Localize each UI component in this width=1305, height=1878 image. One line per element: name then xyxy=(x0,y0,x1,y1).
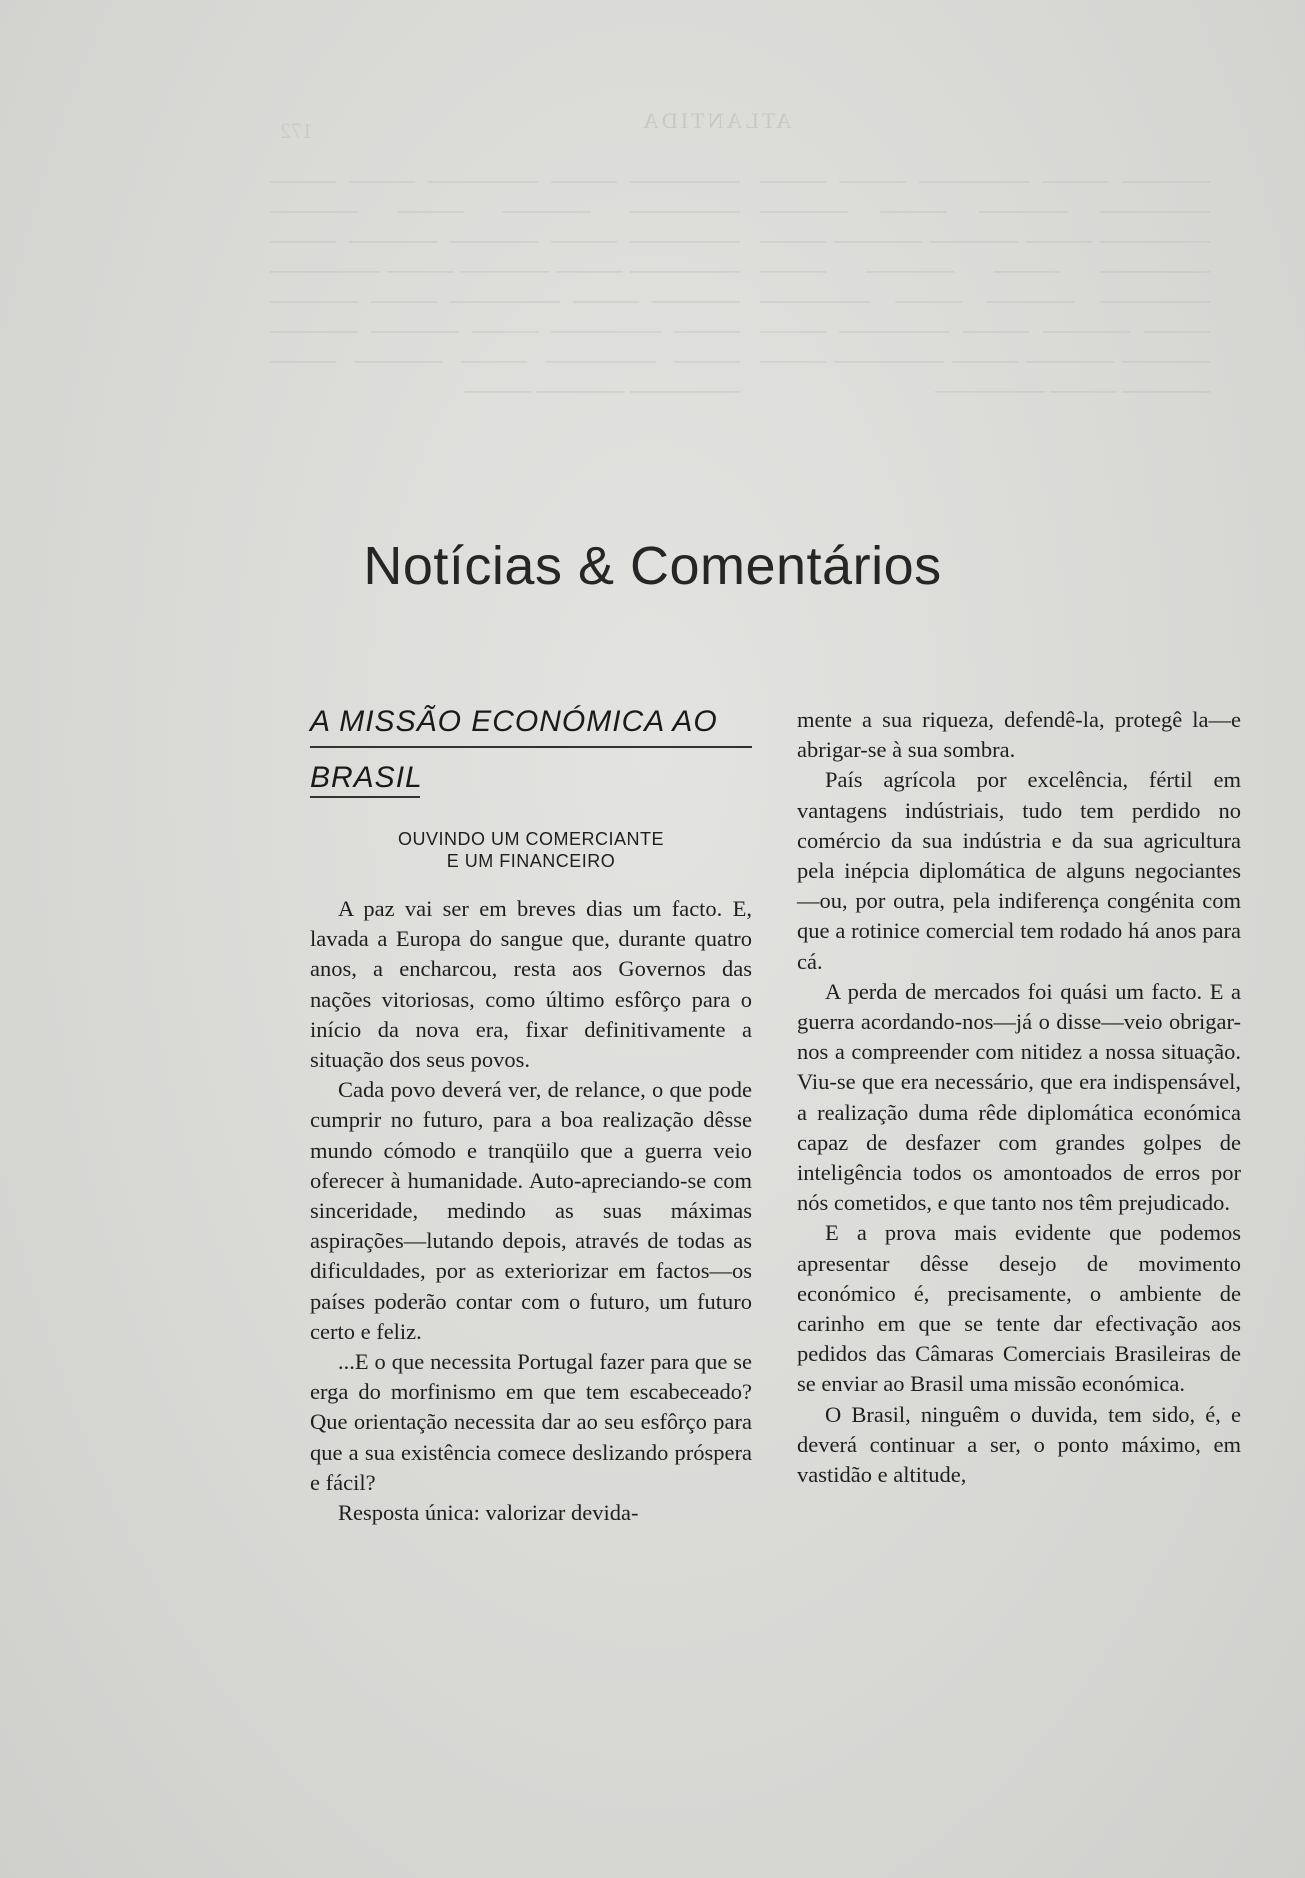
paragraph: A perda de mercados foi quási um facto. E a guerra acordando-nos—já o disse—veio obrigar-nos a compreender com nitidez a nossa situação. Viu-se que era necessário, que era indispensável, a realização duma rêde diplomática económica capaz de desfazer com grandes golpes de inteligência todos os amontoados de erros por nós cometidos, e que tanto nos têm prejudicado. xyxy=(797,978,1241,1216)
section-title: Notícias & Comentários xyxy=(363,536,942,596)
bleed-through-text-right: ———— ——— ————— ——— ——— ————— ———— ——— ———— ————— ——— ———— ———— ——— ————— ——— ———— ——— ————— ———— ——— ————— ——— ———— ——— ————— ——— ———— ———— ——— ————— ——— ———— ——— ————— xyxy=(760,167,1210,402)
paragraph: O Brasil, ninguêm o duvida, tem sido, é, e deverá continuar a ser, o ponto máximo, em vastidão e altitude, xyxy=(797,1401,1241,1488)
subheading-line1: OUVINDO UM COMERCIANTE xyxy=(397,829,664,849)
paragraph: ...E o que necessita Portugal fazer para que se erga do morfinismo em que tem escabeceado? Que orientação necessita dar ao seu esfôrço para que a sua existência comece deslizando próspera e fácil? xyxy=(310,1349,752,1495)
paragraph: País agrícola por excelência, fértil em vantagens indústriais, tudo tem perdido no comércio da sua indústria e da sua agricultura pela inépcia diplomática de alguns negociantes—ou, por outra, pela indiferença congénita com que a rotinice comercial tem rodado há anos para cá. xyxy=(797,767,1241,974)
paragraph: E a prova mais evidente que podemos apresentar dêsse desejo de movimento económico é, precisamente, o ambiente de carinho em que se tente dar efectivação aos pedidos das Câmaras Comerciais Brasileiras de se enviar ao Brasil uma missão económica. xyxy=(797,1220,1241,1397)
article-headline-line2: BRASIL xyxy=(310,761,423,794)
paragraph: Resposta única: valorizar devida- xyxy=(338,1500,639,1526)
subheading-line2: E UM FINANCEIRO xyxy=(446,851,616,871)
bleed-through-text-left: ————— ——— ————— ——— ——— ————— ———— ——— ———— ————— ——— ———— ———— ——— ————— ——— ———— ——— ————— ———— ——— ————— ——— ———— ——— ————— ——— ———— ———— ——— ————— ——— ———— ——— ————— ———— ——— xyxy=(270,167,740,402)
article-headline-line1: A MISSÃO ECONÓMICA AO xyxy=(310,705,718,738)
paragraph: mente a sua riqueza, defendê-la, protegê la—e abrigar-se à sua sombra. xyxy=(797,707,1241,763)
paragraph: A paz vai ser em breves dias um facto. E, lavada a Europa do sangue que, durante quatro anos, a encharcou, resta aos Governos das nações vitoriosas, como último esfôrço para o início da nova era, fixar definitivamente a situação dos seus povos. xyxy=(310,896,752,1073)
paragraph: Cada povo deverá ver, de relance, o que pode cumprir no futuro, para a boa realização dêsse mundo cómodo e tranqüilo que a guerra veio oferecer à humanidade. Auto-apreciando-se com sinceridade, medindo as suas máximas aspirações—lutando depois, através de todas as dificuldades, por as exteriorizar em factos—os países poderão contar com o futuro, um futuro certo e feliz. xyxy=(310,1077,752,1344)
article-left-column xyxy=(310,700,752,1528)
bleed-through-page-number: 172 xyxy=(280,118,313,143)
headline-rule xyxy=(310,746,752,748)
article-right-column xyxy=(797,705,1241,1490)
article-subheading xyxy=(310,828,752,872)
bleed-through-running-header: ATLANTIDA xyxy=(640,108,792,133)
